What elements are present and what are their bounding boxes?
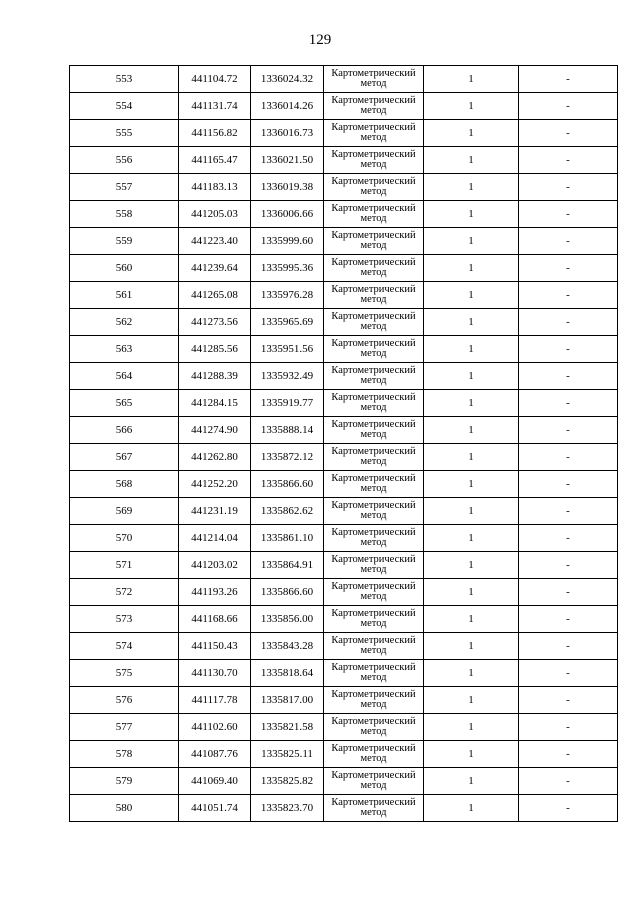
table-row: [70, 525, 618, 552]
method-line-1: Картометрический: [331, 94, 416, 106]
accuracy-cell: 1: [424, 579, 519, 606]
method-line-1: Картометрический: [331, 634, 416, 646]
method-cell: [324, 471, 424, 498]
table-row: [70, 255, 618, 282]
x-coordinate-cell: 441274.90: [179, 417, 251, 444]
method-line-1: Картометрический: [331, 202, 416, 214]
accuracy-cell: 1: [424, 255, 519, 282]
point-number-cell: 573: [70, 606, 179, 633]
method-cell: [324, 66, 424, 93]
point-number-cell: 574: [70, 633, 179, 660]
point-number-cell: 579: [70, 768, 179, 795]
description-cell: -: [519, 120, 618, 147]
description-cell: -: [519, 444, 618, 471]
method-line-2: метод: [360, 240, 387, 251]
method-line-2: метод: [360, 348, 387, 359]
method-cell: [324, 390, 424, 417]
y-coordinate-cell: 1336014.26: [251, 93, 324, 120]
point-number-cell: 553: [70, 66, 179, 93]
y-coordinate-cell: 1335999.60: [251, 228, 324, 255]
accuracy-cell: 1: [424, 741, 519, 768]
method-line-2: метод: [360, 429, 387, 440]
accuracy-cell: 1: [424, 552, 519, 579]
table-row: [70, 633, 618, 660]
description-cell: -: [519, 525, 618, 552]
x-coordinate-cell: 441203.02: [179, 552, 251, 579]
method-cell: [324, 795, 424, 822]
method-line-2: метод: [360, 618, 387, 629]
accuracy-cell: 1: [424, 633, 519, 660]
accuracy-cell: 1: [424, 795, 519, 822]
accuracy-cell: 1: [424, 498, 519, 525]
table-row: [70, 336, 618, 363]
point-number-cell: 572: [70, 579, 179, 606]
y-coordinate-cell: 1336021.50: [251, 147, 324, 174]
accuracy-cell: 1: [424, 606, 519, 633]
point-number-cell: 569: [70, 498, 179, 525]
method-cell: [324, 228, 424, 255]
method-line-1: Картометрический: [331, 283, 416, 295]
method-cell: [324, 309, 424, 336]
description-cell: -: [519, 363, 618, 390]
method-line-2: метод: [360, 807, 387, 818]
x-coordinate-cell: 441262.80: [179, 444, 251, 471]
accuracy-cell: 1: [424, 768, 519, 795]
method-line-2: метод: [360, 294, 387, 305]
method-line-2: метод: [360, 402, 387, 413]
x-coordinate-cell: 441273.56: [179, 309, 251, 336]
description-cell: -: [519, 282, 618, 309]
accuracy-cell: 1: [424, 660, 519, 687]
method-cell: [324, 336, 424, 363]
x-coordinate-cell: 441087.76: [179, 741, 251, 768]
method-cell: [324, 417, 424, 444]
table-row: [70, 741, 618, 768]
point-number-cell: 555: [70, 120, 179, 147]
method-line-1: Картометрический: [331, 418, 416, 430]
method-line-2: метод: [360, 537, 387, 548]
method-cell: [324, 579, 424, 606]
method-line-1: Картометрический: [331, 337, 416, 349]
point-number-cell: 570: [70, 525, 179, 552]
method-cell: [324, 255, 424, 282]
method-line-1: Картометрический: [331, 472, 416, 484]
description-cell: -: [519, 552, 618, 579]
y-coordinate-cell: 1335825.82: [251, 768, 324, 795]
accuracy-cell: 1: [424, 120, 519, 147]
point-number-cell: 563: [70, 336, 179, 363]
point-number-cell: 557: [70, 174, 179, 201]
description-cell: -: [519, 498, 618, 525]
description-cell: -: [519, 147, 618, 174]
description-cell: -: [519, 660, 618, 687]
x-coordinate-cell: 441265.08: [179, 282, 251, 309]
method-cell: [324, 147, 424, 174]
accuracy-cell: 1: [424, 417, 519, 444]
method-line-1: Картометрический: [331, 715, 416, 727]
point-number-cell: 580: [70, 795, 179, 822]
point-number-cell: 565: [70, 390, 179, 417]
point-number-cell: 554: [70, 93, 179, 120]
method-line-2: метод: [360, 78, 387, 89]
method-line-1: Картометрический: [331, 580, 416, 592]
point-number-cell: 566: [70, 417, 179, 444]
point-number-cell: 576: [70, 687, 179, 714]
x-coordinate-cell: 441285.56: [179, 336, 251, 363]
accuracy-cell: 1: [424, 93, 519, 120]
table-row: [70, 444, 618, 471]
point-number-cell: 577: [70, 714, 179, 741]
description-cell: -: [519, 768, 618, 795]
table-row: [70, 606, 618, 633]
table-row: [70, 498, 618, 525]
point-number-cell: 567: [70, 444, 179, 471]
table-row: [70, 147, 618, 174]
y-coordinate-cell: 1335817.00: [251, 687, 324, 714]
method-cell: [324, 552, 424, 579]
x-coordinate-cell: 441252.20: [179, 471, 251, 498]
method-cell: [324, 363, 424, 390]
x-coordinate-cell: 441117.78: [179, 687, 251, 714]
y-coordinate-cell: 1335866.60: [251, 579, 324, 606]
y-coordinate-cell: 1335919.77: [251, 390, 324, 417]
method-line-2: метод: [360, 591, 387, 602]
page-number: 129: [308, 32, 332, 48]
accuracy-cell: 1: [424, 282, 519, 309]
method-line-1: Картометрический: [331, 553, 416, 565]
x-coordinate-cell: 441102.60: [179, 714, 251, 741]
y-coordinate-cell: 1335862.62: [251, 498, 324, 525]
method-line-1: Картометрический: [331, 445, 416, 457]
method-cell: [324, 687, 424, 714]
method-line-1: Картометрический: [331, 499, 416, 511]
x-coordinate-cell: 441288.39: [179, 363, 251, 390]
table-row: [70, 174, 618, 201]
method-line-2: метод: [360, 213, 387, 224]
method-line-1: Картометрический: [331, 607, 416, 619]
accuracy-cell: 1: [424, 714, 519, 741]
method-line-2: метод: [360, 456, 387, 467]
x-coordinate-cell: 441150.43: [179, 633, 251, 660]
method-line-2: метод: [360, 483, 387, 494]
method-line-2: метод: [360, 321, 387, 332]
method-line-2: метод: [360, 645, 387, 656]
method-line-1: Картометрический: [331, 229, 416, 241]
y-coordinate-cell: 1335823.70: [251, 795, 324, 822]
method-line-2: метод: [360, 564, 387, 575]
method-line-2: метод: [360, 510, 387, 521]
description-cell: -: [519, 255, 618, 282]
accuracy-cell: 1: [424, 201, 519, 228]
method-line-1: Картометрический: [331, 175, 416, 187]
method-line-2: метод: [360, 726, 387, 737]
method-line-2: метод: [360, 672, 387, 683]
y-coordinate-cell: 1335976.28: [251, 282, 324, 309]
accuracy-cell: 1: [424, 174, 519, 201]
table-row: [70, 795, 618, 822]
method-line-1: Картометрический: [331, 742, 416, 754]
table-row: [70, 93, 618, 120]
accuracy-cell: 1: [424, 363, 519, 390]
y-coordinate-cell: 1335995.36: [251, 255, 324, 282]
table-row: [70, 687, 618, 714]
description-cell: -: [519, 201, 618, 228]
x-coordinate-cell: 441131.74: [179, 93, 251, 120]
method-line-2: метод: [360, 780, 387, 791]
y-coordinate-cell: 1335861.10: [251, 525, 324, 552]
method-cell: [324, 282, 424, 309]
y-coordinate-cell: 1335888.14: [251, 417, 324, 444]
method-line-2: метод: [360, 159, 387, 170]
x-coordinate-cell: 441239.64: [179, 255, 251, 282]
point-number-cell: 562: [70, 309, 179, 336]
x-coordinate-cell: 441183.13: [179, 174, 251, 201]
accuracy-cell: 1: [424, 336, 519, 363]
point-number-cell: 571: [70, 552, 179, 579]
y-coordinate-cell: 1335821.58: [251, 714, 324, 741]
method-line-2: метод: [360, 132, 387, 143]
x-coordinate-cell: 441165.47: [179, 147, 251, 174]
y-coordinate-cell: 1335951.56: [251, 336, 324, 363]
point-number-cell: 558: [70, 201, 179, 228]
accuracy-cell: 1: [424, 471, 519, 498]
y-coordinate-cell: 1335818.64: [251, 660, 324, 687]
x-coordinate-cell: 441284.15: [179, 390, 251, 417]
method-cell: [324, 444, 424, 471]
table-row: [70, 66, 618, 93]
table-row: [70, 471, 618, 498]
accuracy-cell: 1: [424, 228, 519, 255]
y-coordinate-cell: 1335965.69: [251, 309, 324, 336]
method-line-1: Картометрический: [331, 391, 416, 403]
accuracy-cell: 1: [424, 147, 519, 174]
method-line-1: Картометрический: [331, 796, 416, 808]
method-cell: [324, 714, 424, 741]
point-number-cell: 578: [70, 741, 179, 768]
description-cell: -: [519, 390, 618, 417]
description-cell: -: [519, 795, 618, 822]
point-number-cell: 559: [70, 228, 179, 255]
table-row: [70, 768, 618, 795]
accuracy-cell: 1: [424, 66, 519, 93]
y-coordinate-cell: 1335856.00: [251, 606, 324, 633]
y-coordinate-cell: 1335825.11: [251, 741, 324, 768]
x-coordinate-cell: 441231.19: [179, 498, 251, 525]
method-line-1: Картометрический: [331, 310, 416, 322]
accuracy-cell: 1: [424, 309, 519, 336]
table-row: [70, 714, 618, 741]
method-line-1: Картометрический: [331, 661, 416, 673]
description-cell: -: [519, 93, 618, 120]
table-row: [70, 552, 618, 579]
table-row: [70, 201, 618, 228]
y-coordinate-cell: 1336016.73: [251, 120, 324, 147]
accuracy-cell: 1: [424, 444, 519, 471]
point-number-cell: 564: [70, 363, 179, 390]
method-cell: [324, 93, 424, 120]
x-coordinate-cell: 441130.70: [179, 660, 251, 687]
accuracy-cell: 1: [424, 525, 519, 552]
method-line-2: метод: [360, 267, 387, 278]
point-number-cell: 568: [70, 471, 179, 498]
description-cell: -: [519, 417, 618, 444]
method-line-1: Картометрический: [331, 526, 416, 538]
method-cell: [324, 498, 424, 525]
table-row: [70, 417, 618, 444]
point-number-cell: 561: [70, 282, 179, 309]
description-cell: -: [519, 471, 618, 498]
description-cell: -: [519, 579, 618, 606]
table-row: [70, 660, 618, 687]
description-cell: -: [519, 174, 618, 201]
table-row: [70, 363, 618, 390]
table-row: [70, 120, 618, 147]
point-number-cell: 556: [70, 147, 179, 174]
method-line-2: метод: [360, 753, 387, 764]
x-coordinate-cell: 441168.66: [179, 606, 251, 633]
accuracy-cell: 1: [424, 390, 519, 417]
method-line-1: Картометрический: [331, 256, 416, 268]
method-line-1: Картометрический: [331, 769, 416, 781]
coordinates-table-body: [70, 66, 618, 822]
x-coordinate-cell: 441069.40: [179, 768, 251, 795]
description-cell: -: [519, 336, 618, 363]
description-cell: -: [519, 714, 618, 741]
description-cell: -: [519, 633, 618, 660]
method-line-1: Картометрический: [331, 148, 416, 160]
method-cell: [324, 606, 424, 633]
method-line-2: метод: [360, 699, 387, 710]
y-coordinate-cell: 1335932.49: [251, 363, 324, 390]
description-cell: -: [519, 228, 618, 255]
method-line-1: Картометрический: [331, 67, 416, 79]
x-coordinate-cell: 441223.40: [179, 228, 251, 255]
table-row: [70, 309, 618, 336]
table-row: [70, 579, 618, 606]
method-line-1: Картометрический: [331, 688, 416, 700]
x-coordinate-cell: 441214.04: [179, 525, 251, 552]
y-coordinate-cell: 1336019.38: [251, 174, 324, 201]
x-coordinate-cell: 441205.03: [179, 201, 251, 228]
method-cell: [324, 525, 424, 552]
y-coordinate-cell: 1335866.60: [251, 471, 324, 498]
method-cell: [324, 120, 424, 147]
description-cell: -: [519, 66, 618, 93]
method-line-2: метод: [360, 186, 387, 197]
table-row: [70, 390, 618, 417]
method-cell: [324, 768, 424, 795]
y-coordinate-cell: 1335872.12: [251, 444, 324, 471]
accuracy-cell: 1: [424, 687, 519, 714]
x-coordinate-cell: 441156.82: [179, 120, 251, 147]
x-coordinate-cell: 441104.72: [179, 66, 251, 93]
y-coordinate-cell: 1336024.32: [251, 66, 324, 93]
x-coordinate-cell: 441193.26: [179, 579, 251, 606]
method-cell: [324, 660, 424, 687]
table-row: [70, 228, 618, 255]
description-cell: -: [519, 687, 618, 714]
method-line-1: Картометрический: [331, 121, 416, 133]
y-coordinate-cell: 1335864.91: [251, 552, 324, 579]
point-number-cell: 560: [70, 255, 179, 282]
y-coordinate-cell: 1335843.28: [251, 633, 324, 660]
x-coordinate-cell: 441051.74: [179, 795, 251, 822]
method-line-2: метод: [360, 375, 387, 386]
description-cell: -: [519, 309, 618, 336]
method-cell: [324, 174, 424, 201]
method-cell: [324, 201, 424, 228]
description-cell: -: [519, 741, 618, 768]
method-line-1: Картометрический: [331, 364, 416, 376]
point-number-cell: 575: [70, 660, 179, 687]
method-cell: [324, 741, 424, 768]
description-cell: -: [519, 606, 618, 633]
method-line-2: метод: [360, 105, 387, 116]
y-coordinate-cell: 1336006.66: [251, 201, 324, 228]
method-cell: [324, 633, 424, 660]
table-row: [70, 282, 618, 309]
coordinates-table: [69, 65, 618, 822]
